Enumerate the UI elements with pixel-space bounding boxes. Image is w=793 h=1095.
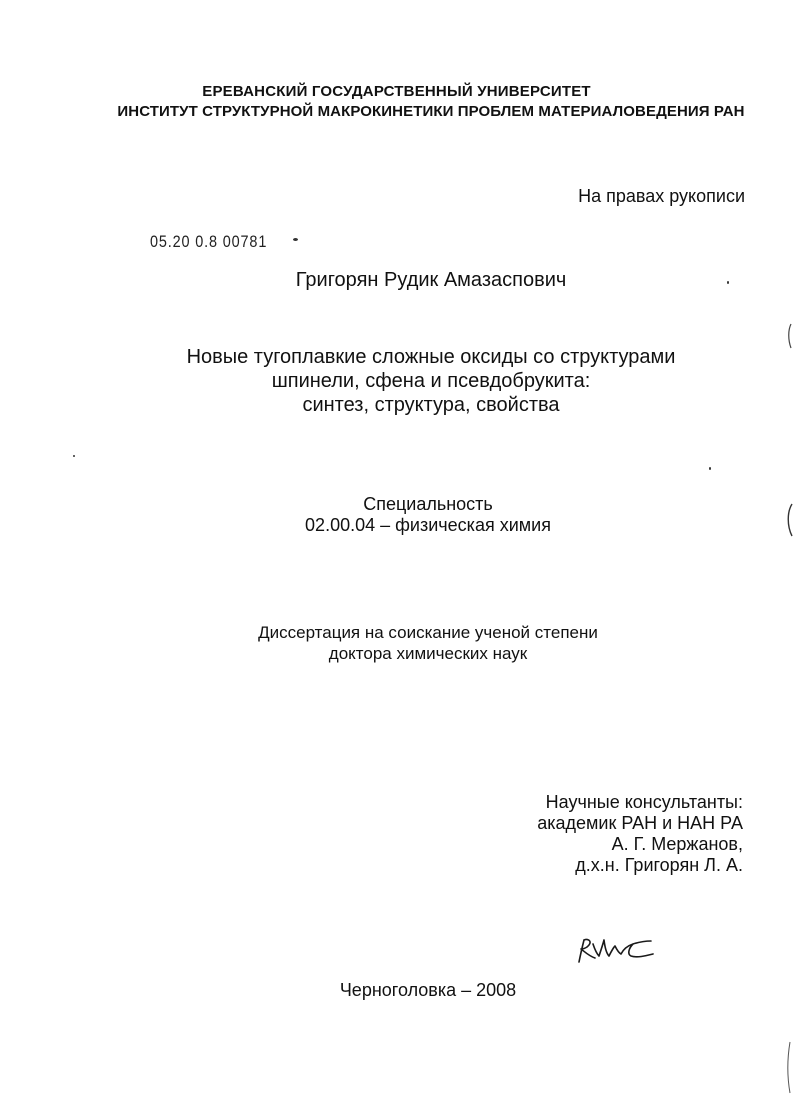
scan-speck <box>709 467 711 470</box>
degree-line: Диссертация на соискание ученой степени <box>258 623 598 642</box>
consultants-line: А. Г. Мержанов, <box>611 834 743 854</box>
title-line: шпинели, сфена и псевдобрукита: <box>271 370 591 392</box>
scan-edge-mark <box>783 322 793 352</box>
consultants-line: Научные консультанты: <box>545 792 743 812</box>
registration-mark-dot <box>293 238 298 241</box>
specialty-block <box>0 494 793 536</box>
title-line: синтез, структура, свойства <box>302 394 560 416</box>
consultants-block <box>537 792 743 876</box>
specialty-code: 02.00.04 – физическая химия <box>305 515 551 535</box>
manuscript-note: На правах рукописи <box>578 186 745 206</box>
city-year: Черноголовка – 2008 <box>339 980 517 1000</box>
consultants-line: академик РАН и НАН РА <box>537 813 743 833</box>
institute-name: ИНСТИТУТ СТРУКТУРНОЙ МАКРОКИНЕТИКИ ПРОБЛЕМ МАТЕРИАЛОВЕДЕНИЯ РАН <box>117 103 745 120</box>
specialty-label: Специальность <box>363 494 493 514</box>
dissertation-title <box>0 345 793 417</box>
scan-speck <box>73 455 75 457</box>
handwritten-signature <box>575 934 665 970</box>
degree-block <box>0 622 793 664</box>
degree-line: доктора химических наук <box>328 644 528 663</box>
scan-edge-mark <box>783 500 793 540</box>
registration-code: 05.20 0.8 00781 <box>150 232 268 251</box>
author-name: Григорян Рудик Амазаспович <box>295 269 567 291</box>
scan-speck <box>727 281 729 284</box>
university-name: ЕРЕВАНСКИЙ ГОСУДАРСТВЕННЫЙ УНИВЕРСИТЕТ <box>202 83 591 100</box>
title-line: Новые тугоплавкие сложные оксиды со структурами <box>186 346 676 368</box>
consultants-line: д.х.н. Григорян Л. А. <box>575 855 743 875</box>
scan-edge-mark <box>783 1040 793 1095</box>
